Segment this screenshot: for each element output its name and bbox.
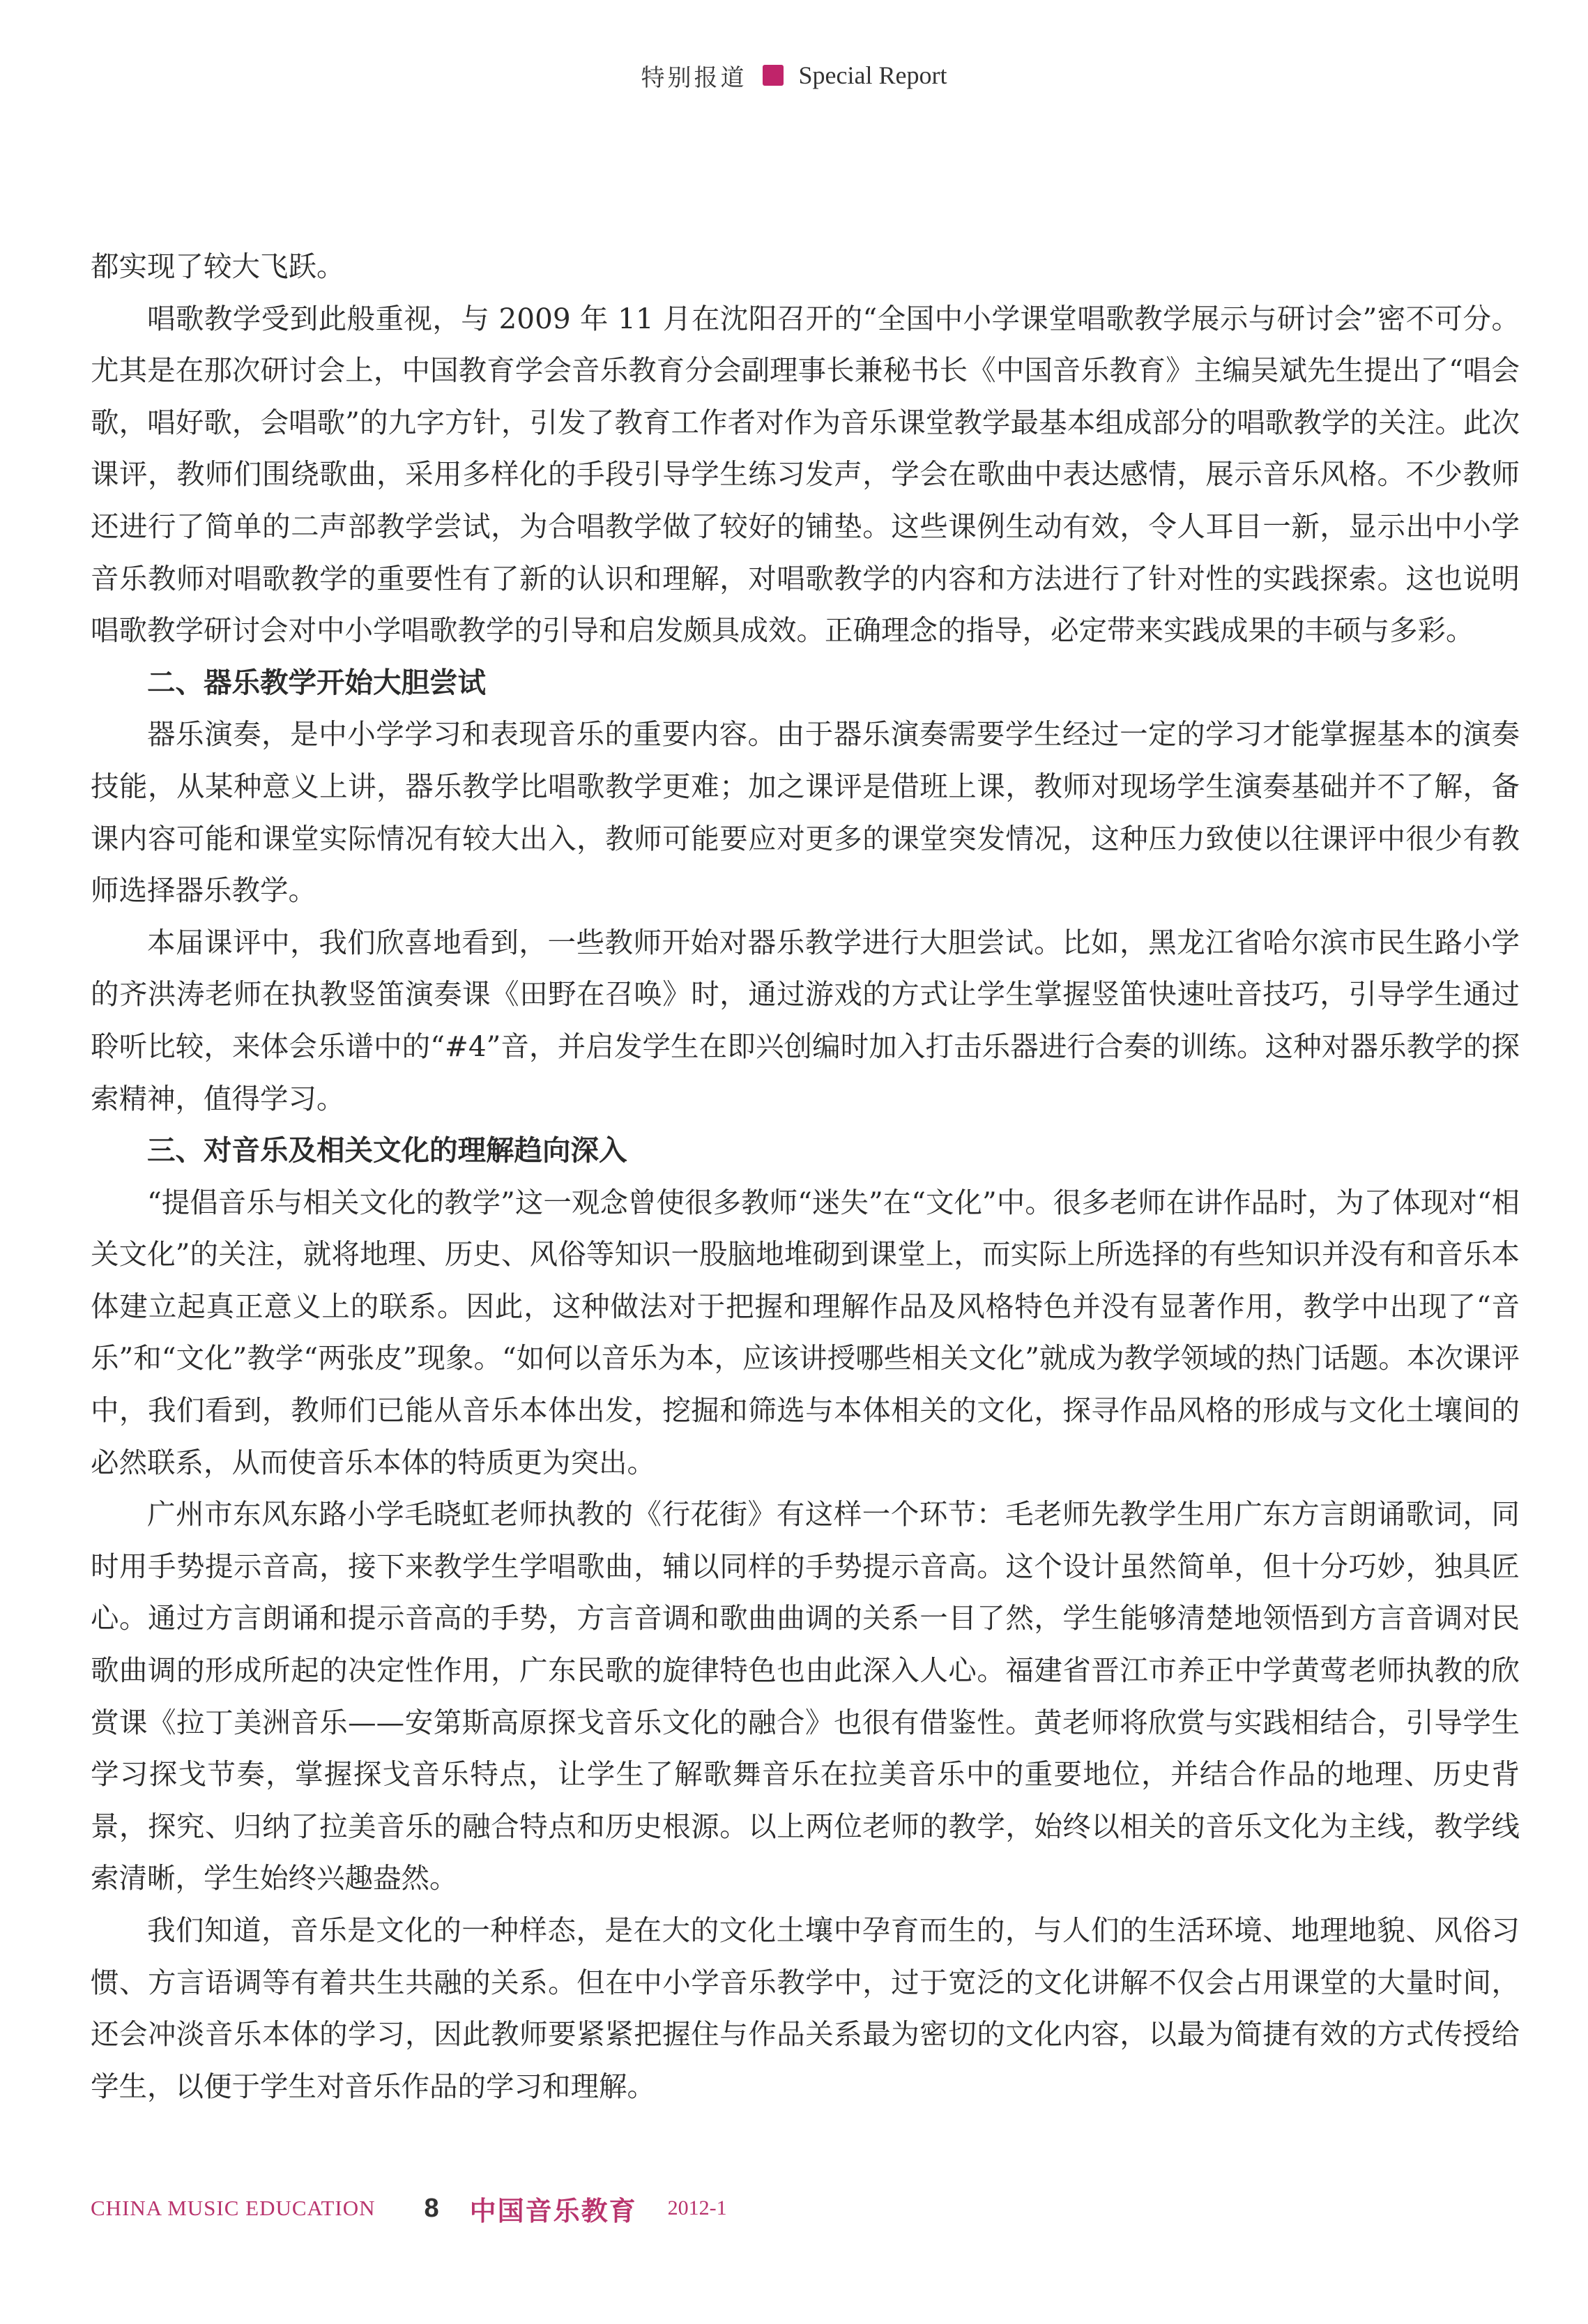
paragraph-continuation: 都实现了较大飞跃。 (91, 250, 345, 283)
section-title-zh: 特别报道 (641, 63, 747, 92)
paragraph-instrumental-intro: 器乐演奏，是中小学学习和表现音乐的重要内容。由于器乐演奏需要学生经过一定的学习才能掌握基本的演奏技能，从某种意义上讲，器乐教学比唱歌教学更难；加之课评是借班上课，教师对现场学生演奏基础并不了解，备课内容可能和课堂实际情况有较大出入，教师可能要应对更多的课堂突发情况，这种压力致使以往课评中很少有教师选择器乐教学。 (91, 717, 1520, 908)
paragraph-culture-conclusion: 我们知道，音乐是文化的一种样态，是在大的文化土壤中孕育而生的，与人们的生活环境、地理地貌、风俗习惯、方言语调等有着共生共融的关系。但在中小学音乐教学中，过于宽泛的文化讲解不仅会占用课堂的大量时间，还会冲淡音乐本体的学习，因此教师要紧紧把握住与作品关系最为密切的文化内容，以最为简捷有效的方式传授给学生，以便于学生对音乐作品的学习和理解。 (91, 1913, 1520, 2103)
paragraph-culture-examples: 广州市东风东路小学毛晓虹老师执教的《行花街》有这样一个环节：毛老师先教学生用广东方言朗诵歌词，同时用手势提示音高，接下来教学生学唱歌曲，辅以同样的手势提示音高。这个设计虽然简单，但十分巧妙，独具匠心。通过方言朗诵和提示音高的手势，方言音调和歌曲曲调的关系一目了然，学生能够清楚地领悟到方言音调对民歌曲调的形成所起的决定性作用，广东民歌的旋律特色也由此深入人心。福建省晋江市养正中学黄莺老师执教的欣赏课《拉丁美洲音乐——安第斯高原探戈音乐文化的融合》也很有借鉴性。黄老师将欣赏与实践相结合，引导学生学习探戈节奏，掌握探戈音乐特点，让学生了解歌舞音乐在拉美音乐中的重要地位，并结合作品的地理、历史背景，探究、归纳了拉美音乐的融合特点和历史根源。以上两位老师的教学，始终以相关的音乐文化为主线，教学线索清晰，学生始终兴趣盎然。 (91, 1497, 1520, 1895)
paragraph-instrumental-example: 本届课评中，我们欣喜地看到，一些教师开始对器乐教学进行大胆尝试。比如，黑龙江省哈尔滨市民生路小学的齐洪涛老师在执教竖笛演奏课《田野在召唤》时，通过游戏的方式让学生掌握竖笛快速吐音技巧，引导学生通过聆听比较，来体会乐谱中的“#4”音，并启发学生在即兴创编时加入打击乐器进行合奏的训练。这种对器乐教学的探索精神，值得学习。 (91, 925, 1520, 1115)
section-heading-culture: 三、对音乐及相关文化的理解趋向深入 (147, 1133, 627, 1168)
article-body (91, 240, 1520, 2112)
section-heading-instrumental: 二、器乐教学开始大胆尝试 (147, 665, 486, 699)
journal-name-en: CHINA MUSIC EDUCATION (91, 2196, 376, 2220)
section-title-en: Special Report (798, 61, 947, 89)
page-number: 8 (424, 2193, 439, 2223)
paragraph-singing-teaching: 唱歌教学受到此般重视，与 2009 年 11 月在沈阳召开的“全国中小学课堂唱歌教学展示与研讨会”密不可分。尤其是在那次研讨会上，中国教育学会音乐教育分会副理事长兼秘书长《中国音乐教育》主编吴斌先生提出了“唱会歌，唱好歌，会唱歌”的九字方针，引发了教育工作者对作为音乐课堂教学最基本组成部分的唱歌教学的关注。此次课评，教师们围绕歌曲，采用多样化的手段引导学生练习发声，学会在歌曲中表达感情，展示音乐风格。不少教师还进行了简单的二声部教学尝试，为合唱教学做了较好的铺垫。这些课例生动有效，令人耳目一新，显示出中小学音乐教师对唱歌教学的重要性有了新的认识和理解，对唱歌教学的内容和方法进行了针对性的实践探索。这也说明唱歌教学研讨会对中小学唱歌教学的引导和启发颇具成效。正确理念的指导，必定带来实践成果的丰硕与多彩。 (91, 301, 1520, 648)
paragraph-culture-intro: “提倡音乐与相关文化的教学”这一观念曾使很多教师“迷失”在“文化”中。很多老师在讲作品时，为了体现对“相关文化”的关注，就将地理、历史、风俗等知识一股脑地堆砌到课堂上，而实际上所选择的有些知识并没有和音乐本体建立起真正意义上的联系。因此，这种做法对于把握和理解作品及风格特色并没有显著作用，教学中出现了“音乐”和“文化”教学“两张皮”现象。“如何以音乐为本，应该讲授哪些相关文化”就成为教学领域的热门话题。本次课评中，我们看到，教师们已能从音乐本体出发，挖掘和筛选与本体相关的文化，探寻作品风格的形成与文化土壤间的必然联系，从而使音乐本体的特质更为突出。 (91, 1185, 1520, 1479)
running-header (0, 54, 1588, 96)
section-marker-icon (763, 65, 784, 86)
issue-number: 2012-1 (667, 2196, 727, 2219)
page-footer (91, 2187, 727, 2229)
journal-logo-zh: 中国音乐教育 (469, 2194, 637, 2226)
